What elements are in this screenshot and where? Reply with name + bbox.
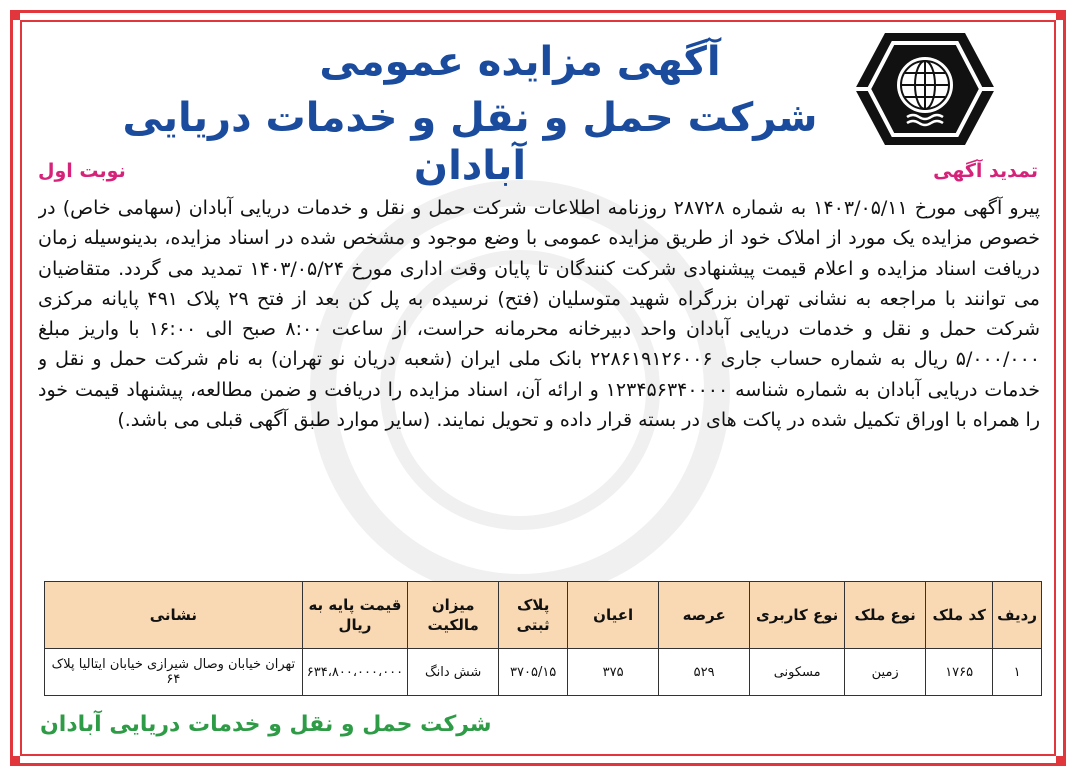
col-header-ownership: میزان مالکیت	[408, 582, 499, 649]
frame-corner	[10, 10, 20, 20]
cell-row-number: ۱	[993, 649, 1042, 696]
col-header-registry-plate: پلاک ثبتی	[499, 582, 568, 649]
cell-land-area: ۵۲۹	[659, 649, 750, 696]
cell-usage-type: مسکونی	[750, 649, 845, 696]
company-title: شرکت حمل و نقل و خدمات دریایی آبادان	[122, 95, 818, 189]
table-header-row	[45, 582, 1042, 649]
property-table	[44, 581, 1042, 696]
col-header-base-price: قیمت پایه به ریال	[302, 582, 407, 649]
cell-ownership: شش دانگ	[408, 649, 499, 696]
col-header-property-type: نوع ملک	[845, 582, 926, 649]
cell-property-type: زمین	[845, 649, 926, 696]
col-header-property-code: کد ملک	[926, 582, 993, 649]
cell-base-price: ۶۳۴،۸۰۰،۰۰۰،۰۰۰	[302, 649, 407, 696]
col-header-land-area: عرصه	[659, 582, 750, 649]
col-header-usage-type: نوع کاربری	[750, 582, 845, 649]
round-label: نوبت اول	[38, 160, 126, 182]
notice-title: آگهی مزایده عمومی	[319, 39, 721, 85]
frame-corner	[1056, 10, 1066, 20]
company-logo	[855, 33, 995, 145]
notice-body: پیرو آگهی مورخ ۱۴۰۳/۰۵/۱۱ به شماره ۲۸۷۲۸ روزنامه اطلاعات شرکت حمل و نقل و خدمات دریایی آبادان (سهامی خاص) در خصوص مزایده یک مورد از املاک خود از طریق مزایده عمومی با وضع موجود و مشخص شده در اسناد مزایده، بدینوسیله زمان دریافت اسناد مزایده و اعلام قیمت پیشنهادی شرکت کنندگان تا پایان وقت اداری مورخ ۱۴۰۳/۰۵/۲۴ تمدید می گردد. متقاضیان می توانند با مراجعه به نشانی تهران بزرگراه شهید متوسلیان (فتح) نرسیده به پل کن بعد از فتح ۲۹ پلاک ۴۹۱ پایانه مرکزی شرکت حمل و نقل و خدمات دریایی آبادان واحد دبیرخانه محرمانه حراست، از ساعت ۸:۰۰ صبح الی ۱۶:۰۰ با واریز مبلغ ۵/۰۰۰/۰۰۰ ریال به شماره حساب جاری ۲۲۸۶۱۹۱۲۶۰۰۶ بانک ملی ایران (شعبه دریان نو تهران) به نام شرکت حمل و نقل و خدمات دریایی آبادان به شماره شناسه ۱۲۳۴۵۶۳۴۰۰۰۰ و ارائه آن، اسناد مزایده را دریافت و ضمن مطالعه، پیشنهاد قیمت خود را همراه با اوراق تکمیل شده در پاکت های در بسته قرار داده و تحویل نمایند. (سایر موارد طبق آگهی قبلی می باشد.)	[38, 197, 1040, 432]
col-header-row-number: ردیف	[993, 582, 1042, 649]
cell-registry-plate: ۳۷۰۵/۱۵	[499, 649, 568, 696]
cell-building-area: ۳۷۵	[568, 649, 659, 696]
footer-company-name: شرکت حمل و نقل و خدمات دریایی آبادان	[40, 712, 492, 737]
col-header-building-area: اعیان	[568, 582, 659, 649]
frame-corner	[1056, 756, 1066, 766]
cell-address: تهران خیابان وصال شیرازی خیابان ایتالیا پلاک ۶۴	[45, 649, 303, 696]
extension-label: تمدید آگهی	[933, 160, 1038, 182]
frame-corner	[10, 756, 20, 766]
table-row	[45, 649, 1042, 696]
col-header-address: نشانی	[45, 582, 303, 649]
cell-property-code: ۱۷۶۵	[926, 649, 993, 696]
